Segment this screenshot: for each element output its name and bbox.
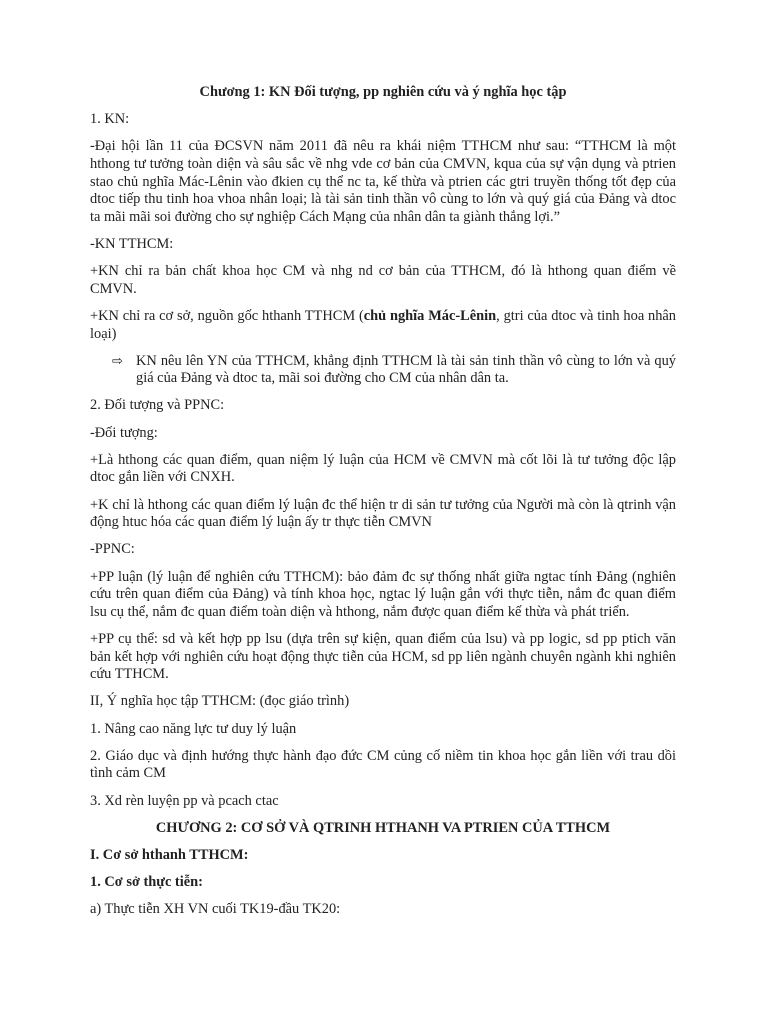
paragraph-kn-chi-ra-2 [90, 308, 676, 343]
arrow-bullet-text: KN nêu lên YN của TTHCM, khẳng định TTHCM là tài sản tinh thần vô cùng to lớn và quý giá của Đảng và dtoc ta, mãi soi đường cho CM của nhân dân ta. [136, 352, 676, 387]
arrow-right-icon: ⇨ [112, 353, 123, 369]
paragraph-doi-tuong: -Đối tượng: [90, 424, 158, 441]
chapter-1-title: Chương 1: KN Đối tượng, pp nghiên cứu và ý nghĩa học tập [199, 84, 567, 100]
paragraph-kn-chi-ra-2-start: +KN chỉ ra cơ sở, nguồn gốc hthanh TTHCM ( [90, 307, 364, 324]
chapter-2-title: CHƯƠNG 2: CƠ SỞ VÀ QTRINH HTHANH VA PTRIEN CỦA TTHCM [155, 819, 611, 836]
section-2-heading: 2. Đối tượng và PPNC: [90, 397, 225, 414]
paragraph-dai-hoi: -Đại hội lần 11 của ĐCSVN năm 2011 đã nêu ra khái niệm TTHCM như sau: “TTHCM là một hthong tư tưởng toàn diện và sâu sắc về nhg vde cơ bản của CMVN, kqua của sự vận dụng và ptrien stao chủ nghĩa Mác-Lênin vào đkien cụ thể nc ta, kế thừa và ptrien các gtri truyền thống tốt đẹp của dtoc tiếp thu tinh hoa vhoa nhân loại; là tài sản tinh thần vô cùng to lớn và quý giá của Đảng và dtoc ta mãi mãi soi đường cho sự nghiệp Cách Mạng của nhân dân ta giành thắng lợi.” [90, 138, 676, 225]
paragraph-y-nghia-3: 3. Xd rèn luyện pp và pcach ctac [90, 792, 279, 809]
section-I-heading: I. Cơ sở hthanh TTHCM: [90, 846, 249, 863]
paragraph-kn-chi-ra-1: +KN chỉ ra bản chất khoa học CM và nhg nd cơ bản của TTHCM, đó là hthong quan điểm về CMVN. [90, 263, 676, 297]
paragraph-pp-cu-the: +PP cụ thể: sd và kết hợp pp lsu (dựa trên sự kiện, quan điểm của lsu) và pp logic, sd pp ptich văn bản kết hợp với nghiên cứu hoạt động thực tiễn của HCM, sd pp liên ngành chuyên ngành khi nghiên cứu TTHCM. [90, 630, 676, 683]
paragraph-y-nghia-2: 2. Giáo dục và định hướng thực hành đạo đức CM củng cố niềm tin khoa học gắn liền với trau dồi tình cảm CM [90, 747, 676, 782]
paragraph-y-nghia-1: 1. Nâng cao năng lực tư duy lý luận [90, 720, 297, 737]
paragraph-kn-chi-ra-2-end: , gtri của dtoc và tinh hoa nhân loại) [90, 307, 677, 342]
arrow-bullet-item [90, 353, 676, 388]
paragraph-ppnc: -PPNC: [90, 541, 135, 558]
section-1-heading: 1. KN: [90, 111, 130, 128]
paragraph-kn-chi-ra-2-bold: chủ nghĩa Mác-Lênin [363, 307, 497, 324]
subsection-1-heading: 1. Cơ sở thực tiễn: [90, 874, 203, 891]
paragraph-kn-tthcm: -KN TTHCM: [90, 235, 174, 252]
document-body [90, 84, 676, 928]
section-II-heading: II, Ý nghĩa học tập TTHCM: (đọc giáo trình) [90, 693, 350, 710]
paragraph-pp-luan: +PP luận (lý luận để nghiên cứu TTHCM): bảo đảm đc sự thống nhất giữa ngtac tính Đảng (nghiên cứu trên quan điểm của Đảng) và tính khoa học, ngtac lý luận gắn với thực tiễn, nắm đc quan điểm lsu cụ thể, nắm đc quan điểm toàn diện và hthong, nắm được quan điểm kế thừa và phát triển. [90, 568, 676, 620]
paragraph-la-hthong: +Là hthong các quan điểm, quan niệm lý luận của HCM về CMVN mà cốt lõi là tư tưởng độc lập dtoc gắn liền với CNXH. [90, 451, 676, 486]
paragraph-a-thuc-tien: a) Thực tiễn XH VN cuối TK19-đầu TK20: [90, 901, 341, 918]
paragraph-k-chi: +K chỉ là hthong các quan điểm lý luận đc thể hiện tr di sản tư tưởng của Người mà còn là qtrinh vận động htuc hóa các quan điểm lý luận ấy tr thực tiễn CMVN [90, 496, 676, 531]
